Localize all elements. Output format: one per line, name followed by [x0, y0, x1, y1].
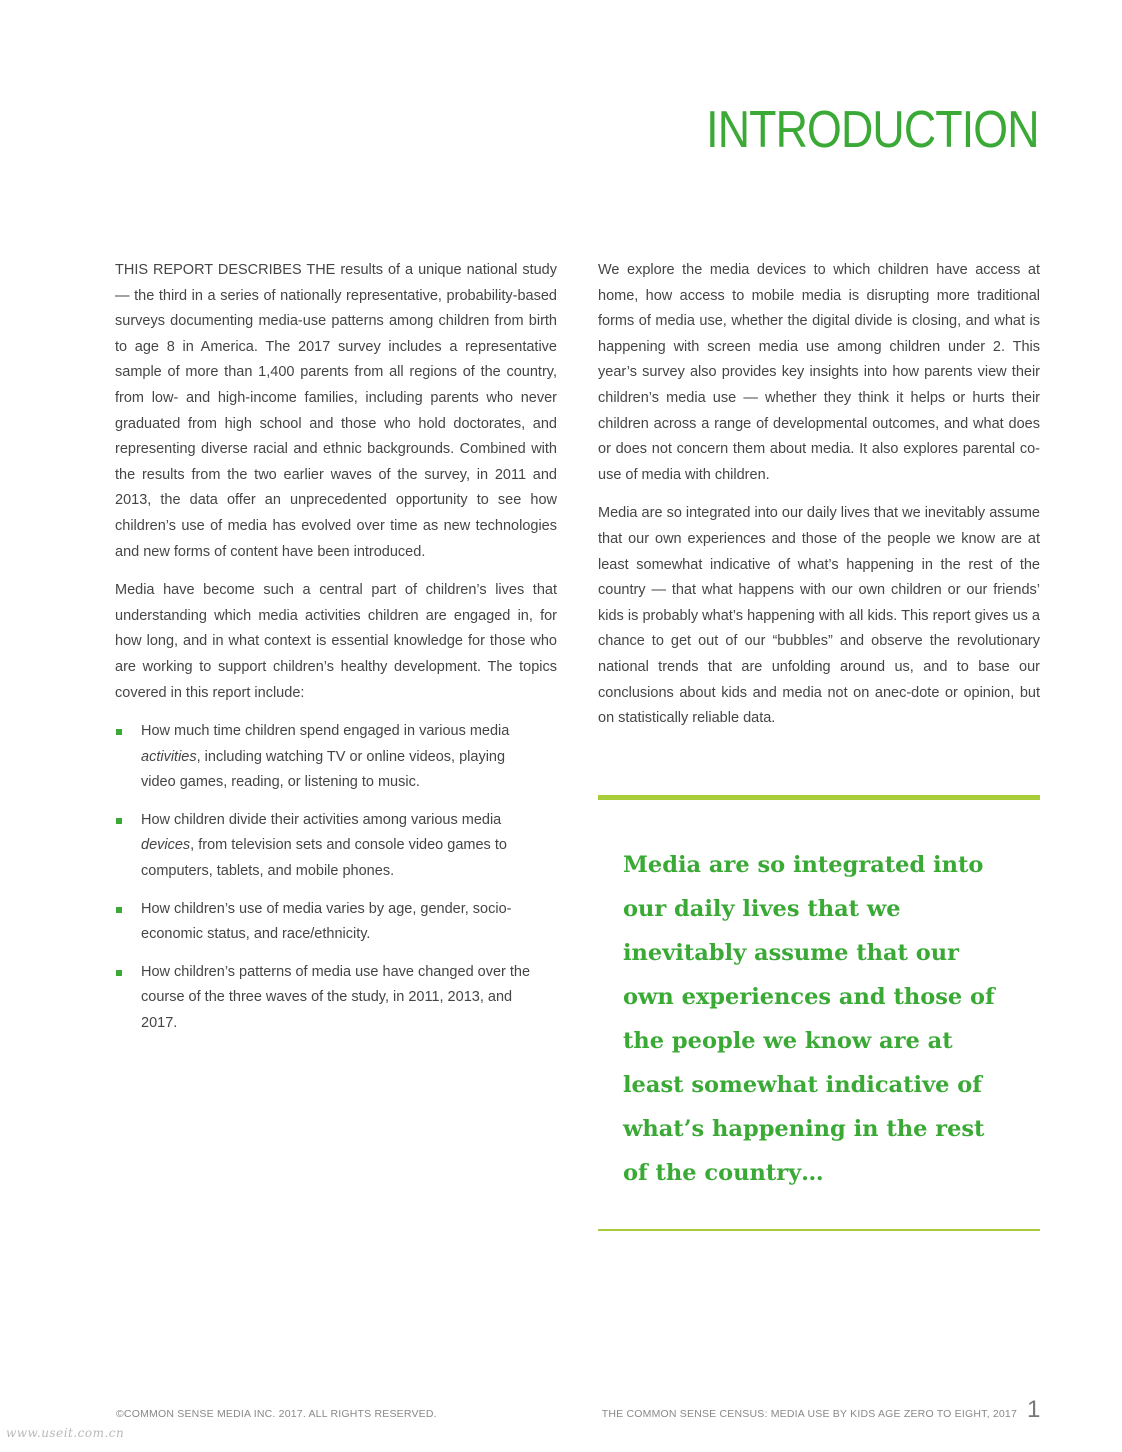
- intro-paragraph-2: Media have become such a central part of children’s lives that understanding which media activities children are engaged in, for how long, and in what context is essential knowledge for those who are working to support children’s healthy development. The topics covered in this report include:: [115, 582, 557, 701]
- watermark: www.useit.com.cn: [6, 1426, 125, 1440]
- footer-copyright: ©COMMON SENSE MEDIA INC. 2017. ALL RIGHTS RESERVED.: [116, 1408, 437, 1420]
- square-bullet-icon: [116, 818, 122, 824]
- topics-list: [115, 719, 557, 1037]
- left-column: [115, 258, 557, 1049]
- topic-emphasis: activities: [141, 748, 197, 765]
- topic-text-rest: , from television sets and console video games to computers, tablets, and mobile phones.: [141, 837, 507, 880]
- square-bullet-icon: [116, 729, 122, 735]
- pull-quote-top-rule: [598, 795, 1040, 800]
- list-item: [115, 719, 557, 796]
- page-title: INTRODUCTION: [706, 101, 1039, 159]
- right-column: [598, 258, 1040, 745]
- topic-text: How children’s use of media varies by age, gender, socio-economic status, and race/ethnicity.: [141, 900, 512, 943]
- topic-emphasis: devices: [141, 837, 191, 854]
- square-bullet-icon: [116, 970, 122, 976]
- topic-text: How children’s patterns of media use have changed over the course of the three waves of the study, in 2011, 2013, and 2017.: [141, 963, 531, 1032]
- right-paragraph-1: We explore the media devices to which children have access at home, how access to mobile media is disrupting more traditional forms of media use, whether the digital divide is closing, and what is happening with screen media use among children under 2. This year’s survey also provides key insights into how parents view their children’s media use — whether they think it helps or hurts their children across a range of developmental outcomes, and what does or does not concern them about media. It also explores parental co-use of media with children.: [598, 262, 1040, 483]
- right-paragraph-2: Media are so integrated into our daily lives that we inevitably assume that our own experiences and those of the people we know are at least somewhat indicative of what’s happening in the rest of the country — that what happens with our own children or our friends’ kids is probably what’s happening with all kids. This report gives us a chance to get out of our “bubbles” and observe the revolutionary national trends that are unfolding around us, and to base our conclusions about kids and media not on anec-dote or opinion, but on statistically reliable data.: [598, 505, 1040, 727]
- square-bullet-icon: [116, 907, 122, 913]
- pull-quote: [598, 795, 1040, 1231]
- list-item: [115, 897, 557, 948]
- list-item: [115, 808, 557, 885]
- pull-quote-bottom-rule: [598, 1229, 1040, 1231]
- page-number: 1: [1027, 1396, 1041, 1423]
- list-item: [115, 960, 557, 1037]
- pull-quote-text: Media are so integrated into our daily lives that we inevitably assume that our own experiences and those of the people we know are at least somewhat indicative of what’s happening in the rest of the country…: [623, 852, 995, 1186]
- topic-text: How much time children spend engaged in various media: [141, 723, 510, 740]
- intro-paragraph-1: THIS REPORT DESCRIBES THE results of a unique national study — the third in a series of nationally representative, probability-based surveys documenting media-use patterns among children from birth to age 8 in America. The 2017 survey includes a representative sample of more than 1,400 parents from all regions of the country, from low- and high-income families, including parents who never graduated from high school and those who hold doctorates, and representing diverse racial and ethnic backgrounds. Combined with the results from the two earlier waves of the survey, in 2011 and 2013, the data offer an unprecedented opportunity to see how children’s use of media has evolved over time as new technologies and new forms of content have been introduced.: [115, 262, 557, 560]
- footer-report-title: THE COMMON SENSE CENSUS: MEDIA USE BY KIDS AGE ZERO TO EIGHT, 2017: [601, 1408, 1017, 1420]
- topic-text: How children divide their activities among various media: [141, 811, 502, 828]
- topic-text-rest: , including watching TV or online videos, playing video games, reading, or listening to music.: [141, 748, 506, 791]
